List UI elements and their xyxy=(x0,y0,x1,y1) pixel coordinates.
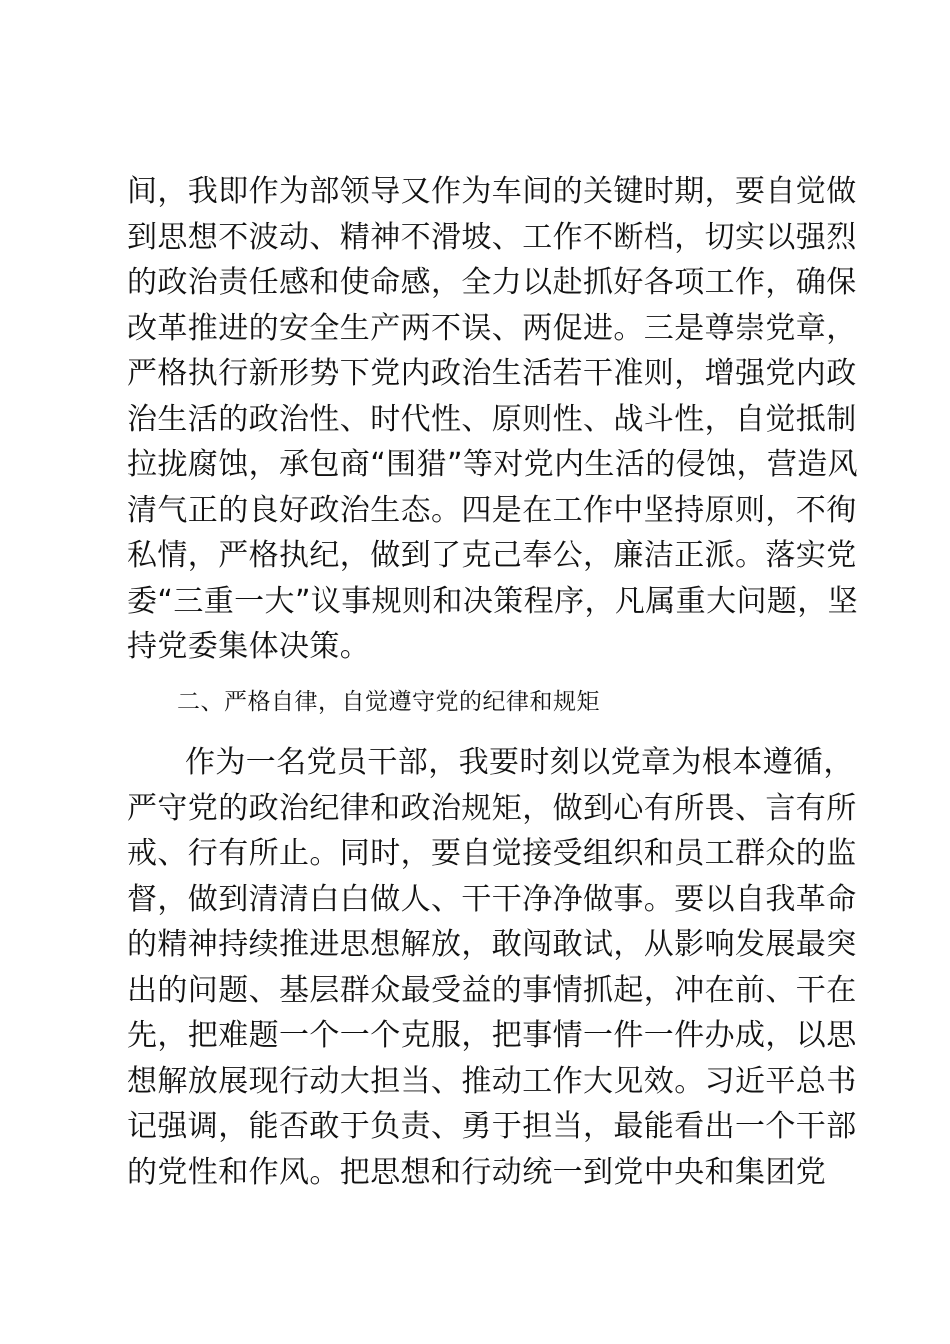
text-line: 严守党的政治纪律和政治规矩，做到心有所畏、言有所 xyxy=(127,790,857,826)
text-line: 严格执行新形势下党内政治生活若干准则，增强党内政 xyxy=(127,356,857,391)
text-line: 改革推进的安全生产两不误、两促进。三是尊崇党章， xyxy=(127,310,857,346)
text-line: 督，做到清清白白做人、干干净净做事。要以自我革命 xyxy=(127,881,857,917)
text-line: 的党性和作风。把思想和行动统一到党中央和集团党 xyxy=(127,1154,827,1190)
text-line: 出的问题、基层群众最受益的事情抓起，冲在前、干在 xyxy=(127,972,857,1008)
section-heading: 二、严格自律，自觉遵守党的纪律和规矩 xyxy=(177,689,600,715)
text-line: 先，把难题一个一个克服，把事情一件一件办成，以思 xyxy=(127,1018,857,1053)
text-line-first: 作为一名党员干部，我要时刻以党章为根本遵循， xyxy=(185,745,854,780)
text-line: 想解放展现行动大担当、推动工作大见效。习近平总书 xyxy=(127,1063,857,1099)
text-line: 间，我即作为部领导又作为车间的关键时期，要自觉做 xyxy=(127,174,857,209)
text-line: 的精神持续推进思想解放，敢闯敢试，从影响发展最突 xyxy=(127,927,857,962)
text-line: 记强调，能否敢于负责、勇于担当，最能看出一个干部 xyxy=(127,1109,857,1144)
text-line: 私情，严格执纪，做到了克己奉公，廉洁正派。落实党 xyxy=(127,538,857,573)
text-line: 委“三重一大”议事规则和决策程序，凡属重大问题，坚 xyxy=(127,583,859,619)
text-line: 到思想不波动、精神不滑坡、工作不断档，切实以强烈 xyxy=(127,219,857,255)
text-line: 的政治责任感和使命感，全力以赴抓好各项工作，确保 xyxy=(127,265,857,300)
text-line: 持党委集体决策。 xyxy=(127,629,371,664)
text-line: 治生活的政治性、时代性、原则性、战斗性，自觉抵制 xyxy=(127,401,857,437)
text-line: 戒、行有所止。同时，要自觉接受组织和员工群众的监 xyxy=(127,836,857,871)
text-line: 清气正的良好政治生态。四是在工作中坚持原则，不徇 xyxy=(127,492,857,528)
paragraph-continuation xyxy=(127,169,859,670)
text-line: 拉拢腐蚀，承包商“围猎”等对党内生活的侵蚀，营造风 xyxy=(127,447,859,482)
paragraph-body xyxy=(127,740,857,1195)
